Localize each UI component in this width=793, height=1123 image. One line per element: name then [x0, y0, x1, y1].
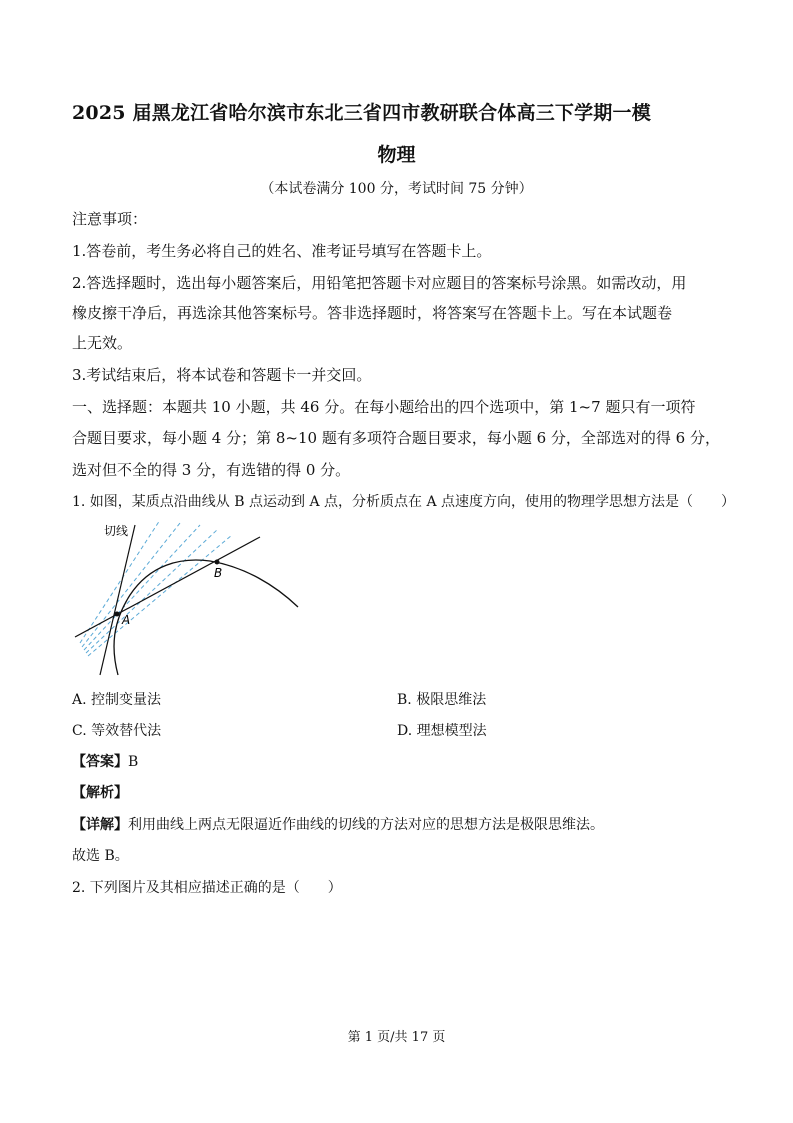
exam-info: （本试卷满分 100 分，考试时间 75 分钟） [260, 181, 533, 197]
detail-text: 利用曲线上两点无限逼近作曲线的切线的方法对应的思想方法是极限思维法。 [128, 817, 604, 833]
point-a [115, 612, 120, 617]
notice-item-1: 1.答卷前，考生务必将自己的姓名、准考证号填写在答题卡上。 [72, 242, 492, 260]
subject-title: 物理 [377, 144, 416, 166]
option-d: D. 理想模型法 [397, 723, 487, 739]
tangent-label: 切线 [104, 524, 129, 538]
section-instructions-3: 选对但不全的得 3 分，有选错的得 0 分。 [72, 461, 351, 479]
section-instructions-1: 一、选择题：本题共 10 小题，共 46 分。在每小题给出的四个选项中，第 1~7 题只有一项符 [72, 398, 696, 416]
option-b: B. 极限思维法 [397, 692, 487, 708]
point-b [215, 560, 220, 565]
conclusion: 故选 B。 [72, 848, 129, 864]
secant-line-ab [75, 537, 260, 637]
option-c: C. 等效替代法 [72, 723, 162, 739]
question-1-stem: 1. 如图，某质点沿曲线从 B 点运动到 A 点，分析质点在 A 点速度方向，使用的物理学思想方法是（ ） [72, 494, 736, 510]
question-2-stem: 2. 下列图片及其相应描述正确的是（ ） [72, 880, 342, 896]
option-a: A. 控制变量法 [72, 692, 162, 708]
tangent-line-at-a [100, 525, 135, 675]
answer-line [72, 751, 138, 771]
motion-curve [114, 560, 298, 675]
notice-item-2-cont: 橡皮擦干净后，再选涂其他答案标号。答非选择题时，将答案写在答题卡上。写在本试题卷 [72, 304, 673, 322]
page-footer: 第 1 页/共 17 页 [347, 1030, 446, 1045]
point-b-label: B [214, 566, 223, 580]
answer-value: B [128, 754, 139, 770]
detail-line [72, 814, 604, 834]
section-instructions-2: 合题目要求，每小题 4 分；第 8~10 题有多项符合题目要求，每小题 6 分，全部选对的得 6 分， [72, 429, 720, 447]
notice-item-2-end: 上无效。 [72, 334, 133, 352]
notice-item-3: 3.考试结束后，将本试卷和答题卡一并交回。 [72, 366, 372, 384]
notice-heading: 注意事项： [72, 210, 148, 228]
tangent-limit-figure [70, 515, 310, 680]
detail-tag: 【详解】 [72, 817, 128, 833]
document-title: 2025 届黑龙江省哈尔滨市东北三省四市教研联合体高三下学期一模 [72, 102, 651, 124]
answer-tag: 【答案】 [72, 754, 128, 770]
point-a-label: A [122, 613, 131, 627]
secant-lines [80, 520, 232, 656]
analysis-tag: 【解析】 [72, 785, 128, 801]
notice-item-2: 2.答选择题时，选出每小题答案后，用铅笔把答题卡对应题目的答案标号涂黑。如需改动，用 [72, 274, 687, 292]
